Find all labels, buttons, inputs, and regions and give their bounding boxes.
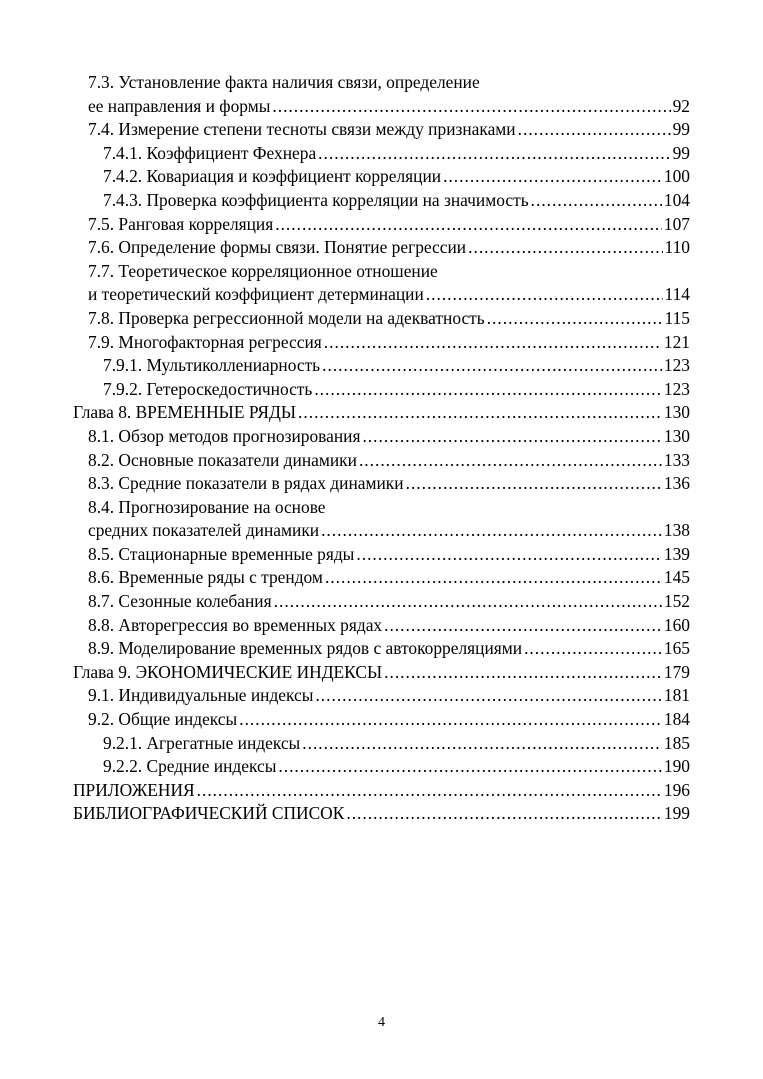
- toc-entry-page: 179: [663, 661, 690, 682]
- toc-entry[interactable]: [73, 684, 690, 708]
- toc-entry-title-continuation: и теоретический коэффициент детерминации: [88, 284, 424, 305]
- toc-entry-page: 196: [663, 779, 690, 800]
- toc-entry-title: 9.1. Индивидуальные индексы: [88, 685, 314, 706]
- toc-entry-title: 7.6. Определение формы связи. Понятие регрессии: [88, 237, 467, 258]
- toc-entry-page: 138: [663, 520, 690, 541]
- toc-entry-page: 115: [664, 307, 690, 328]
- toc-entry-page: 160: [663, 614, 690, 635]
- toc-entry-title: Глава 8. ВРЕМЕННЫЕ РЯДЫ: [73, 402, 297, 423]
- dot-leader: [298, 401, 662, 425]
- toc-entry-title: 7.7. Теоретическое корреляционное отношение: [88, 260, 438, 281]
- toc-entry-page: 107: [663, 213, 690, 234]
- toc-entry[interactable]: [73, 566, 690, 590]
- toc-entry[interactable]: [73, 118, 690, 142]
- dot-leader: [197, 779, 662, 803]
- dot-leader: [346, 802, 662, 826]
- dot-leader: [272, 95, 670, 119]
- toc-entry[interactable]: [73, 236, 690, 260]
- dot-leader: [315, 684, 661, 708]
- toc-entry[interactable]: [73, 779, 690, 803]
- dot-leader: [518, 118, 671, 142]
- dot-leader: [524, 637, 662, 661]
- toc-entry[interactable]: [73, 142, 690, 166]
- toc-entry-page: 100: [663, 166, 690, 187]
- toc-entry-title: 7.3. Установление факта наличия связи, определение: [88, 72, 480, 92]
- dot-leader: [325, 566, 662, 590]
- toc-entry[interactable]: [73, 189, 690, 213]
- toc-entry-page: 190: [663, 756, 690, 777]
- dot-leader: [239, 708, 662, 732]
- toc-entry-title: БИБЛИОГРАФИЧЕСКИЙ СПИСОК: [73, 803, 345, 824]
- dot-leader: [384, 661, 662, 685]
- dot-leader: [468, 236, 662, 260]
- dot-leader: [302, 732, 662, 756]
- toc-entry-title: Глава 9. ЭКОНОМИЧЕСКИЕ ИНДЕКСЫ: [73, 661, 383, 682]
- toc-entry-title: 8.1. Обзор методов прогнозирования: [88, 425, 361, 446]
- toc-entry[interactable]: [73, 165, 690, 189]
- toc-entry-title: 7.8. Проверка регрессионной модели на адекватность: [88, 307, 485, 328]
- toc-entry-page: 145: [663, 567, 690, 588]
- toc-entry-title: 8.3. Средние показатели в рядах динамики: [88, 473, 404, 494]
- toc-entry-title: 8.9. Моделирование временных рядов с автокорреляциями: [88, 638, 523, 659]
- dot-leader: [324, 331, 662, 355]
- toc-entry[interactable]: [73, 260, 690, 307]
- toc-entry-page: 92: [672, 95, 690, 116]
- toc-entry[interactable]: [73, 354, 690, 378]
- toc-entry-page: 185: [663, 732, 690, 753]
- toc-entry-title: 7.9.1. Мультиколлениарность: [103, 355, 321, 376]
- toc-entry[interactable]: [73, 732, 690, 756]
- dot-leader: [321, 519, 662, 543]
- toc-entry-title: 8.8. Авторегрессия во временных рядах: [88, 614, 383, 635]
- toc-entry-page: 139: [663, 543, 690, 564]
- toc-entry[interactable]: [73, 637, 690, 661]
- dot-leader: [318, 142, 670, 166]
- toc-entry-page: 123: [663, 378, 690, 399]
- toc-entry-page: 114: [664, 284, 690, 305]
- dot-leader: [531, 189, 662, 213]
- toc-entry[interactable]: [73, 307, 690, 331]
- toc-entry-page: 136: [663, 473, 690, 494]
- toc-entry-title: 7.4.3. Проверка коэффициента корреляции на значимость: [103, 189, 529, 210]
- toc-entry[interactable]: [73, 590, 690, 614]
- toc-entry[interactable]: [73, 708, 690, 732]
- toc-entry[interactable]: [73, 755, 690, 779]
- toc-entry-page: 123: [663, 355, 690, 376]
- toc-entry-page: 104: [663, 189, 690, 210]
- toc-entry-page: 130: [663, 425, 690, 446]
- dot-leader: [278, 755, 662, 779]
- page-number: 4: [378, 1015, 385, 1030]
- dot-leader: [362, 425, 661, 449]
- toc-entry[interactable]: [73, 802, 690, 826]
- dot-leader: [487, 307, 663, 331]
- table-of-contents: [73, 71, 690, 826]
- toc-entry-title: 9.2.1. Агрегатные индексы: [103, 732, 301, 753]
- toc-entry-page: 130: [663, 402, 690, 423]
- toc-entry-title: 8.6. Временные ряды с трендом: [88, 567, 323, 588]
- toc-entry[interactable]: [73, 449, 690, 473]
- toc-entry[interactable]: [73, 543, 690, 567]
- toc-entry-title: 8.2. Основные показатели динамики: [88, 449, 357, 470]
- toc-entry[interactable]: [73, 378, 690, 402]
- toc-entry-page: 121: [663, 331, 690, 352]
- dot-leader: [322, 354, 662, 378]
- toc-entry[interactable]: [73, 496, 690, 543]
- toc-entry-title-continuation: средних показателей динамики: [88, 520, 320, 541]
- toc-entry-title: 7.9.2. Гетероскедостичность: [103, 378, 313, 399]
- dot-leader: [274, 590, 662, 614]
- dot-leader: [314, 378, 662, 402]
- toc-entry-title: 8.4. Прогнозирование на основе: [88, 496, 326, 517]
- toc-entry-page: 99: [672, 142, 690, 163]
- dot-leader: [359, 449, 662, 473]
- toc-entry[interactable]: [73, 213, 690, 237]
- dot-leader: [426, 283, 663, 307]
- toc-entry-page: 133: [663, 449, 690, 470]
- toc-entry-title: 8.7. Сезонные колебания: [88, 591, 272, 612]
- toc-entry[interactable]: [73, 661, 690, 685]
- toc-entry-page: 110: [664, 237, 690, 258]
- toc-entry-page: 199: [663, 803, 690, 824]
- toc-entry[interactable]: [73, 614, 690, 638]
- toc-entry-title: 8.5. Стационарные временные ряды: [88, 543, 355, 564]
- toc-entry[interactable]: [73, 71, 690, 118]
- toc-entry-page: 152: [663, 591, 690, 612]
- toc-entry[interactable]: [73, 331, 690, 355]
- toc-entry[interactable]: [73, 472, 690, 496]
- dot-leader: [356, 543, 662, 567]
- toc-entry[interactable]: [73, 401, 690, 425]
- toc-entry-page: 181: [663, 685, 690, 706]
- dot-leader: [275, 213, 662, 237]
- toc-entry-title: 7.5. Ранговая корреляция: [88, 213, 274, 234]
- toc-entry[interactable]: [73, 425, 690, 449]
- dot-leader: [384, 614, 662, 638]
- toc-entry-page: 165: [663, 638, 690, 659]
- toc-entry-title: ПРИЛОЖЕНИЯ: [73, 779, 195, 800]
- toc-entry-title: 7.4. Измерение степени тесноты связи между признаками: [88, 119, 516, 140]
- dot-leader: [443, 165, 662, 189]
- toc-entry-page: 184: [663, 709, 690, 730]
- toc-entry-title-continuation: ее направления и формы: [88, 95, 271, 116]
- toc-entry-title: 7.4.1. Коэффициент Фехнера: [103, 142, 317, 163]
- dot-leader: [406, 472, 662, 496]
- toc-entry-title: 9.2. Общие индексы: [88, 709, 238, 730]
- toc-entry-title: 7.4.2. Ковариация и коэффициент корреляции: [103, 166, 442, 187]
- toc-entry-title: 9.2.2. Средние индексы: [103, 756, 277, 777]
- toc-entry-page: 99: [672, 119, 690, 140]
- toc-entry-title: 7.9. Многофакторная регрессия: [88, 331, 322, 352]
